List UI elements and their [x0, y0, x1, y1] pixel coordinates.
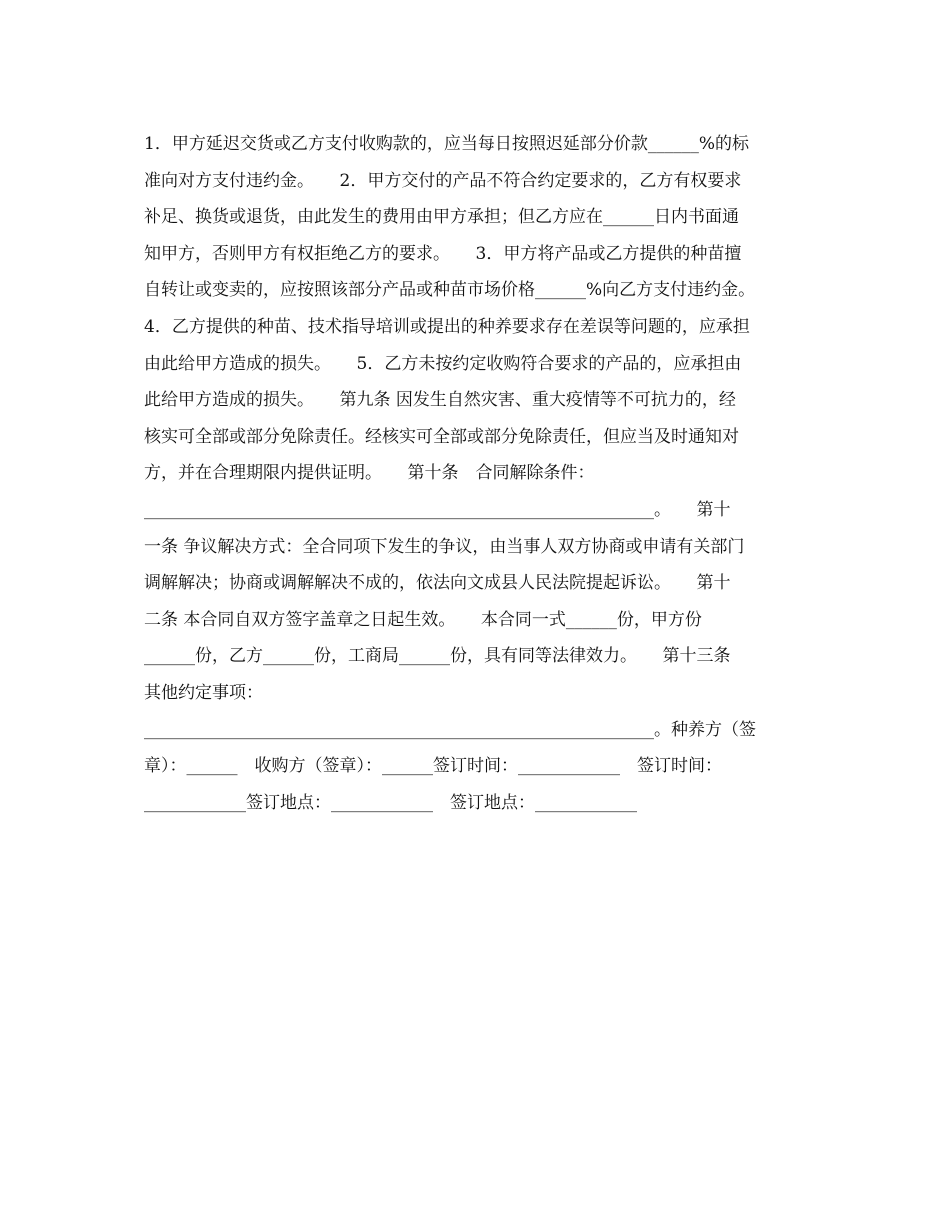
text-line-19: ____________签订地点：____________ 签订地点：____________: [144, 792, 637, 813]
text-line-9: 核实可全部或部分免除责任。经核实可全部或部分免除责任，但应当及时通知对: [144, 426, 739, 447]
text-line-10: 方，并在合理期限内提供证明。 第十条 合同解除条件：: [144, 463, 595, 484]
text-line-2: 准向对方支付违约金。 2．甲方交付的产品不符合约定要求的，乙方有权要求: [144, 170, 742, 191]
text-line-3: 补足、换货或退货，由此发生的费用由甲方承担；但乙方应在______日内书面通: [144, 207, 739, 228]
text-line-1: 1．甲方延迟交货或乙方支付收购款的，应当每日按照迟延部分价款______%的标: [144, 134, 749, 154]
contract-body: [144, 126, 804, 821]
text-line-6: 4．乙方提供的种苗、技术指导培训或提出的种养要求存在差误等问题的，应承担: [144, 316, 750, 337]
text-line-11: ____________________________________________________________。 第十: [144, 499, 731, 520]
text-line-14: 二条 本合同自双方签字盖章之日起生效。 本合同一式______份，甲方份: [144, 609, 702, 630]
text-line-13: 调解解决；协商或调解解决不成的，依法向文成县人民法院提起诉讼。 第十: [144, 573, 731, 594]
text-line-7: 由此给甲方造成的损失。 5．乙方未按约定收购符合要求的产品的，应承担由: [144, 353, 742, 374]
text-line-4: 知甲方，否则甲方有权拒绝乙方的要求。 3．甲方将产品或乙方提供的种苗擅: [144, 243, 742, 264]
text-line-17: ____________________________________________________________。种养方（签: [144, 719, 756, 740]
text-line-5: 自转让或变卖的，应按照该部分产品或种苗市场价格______%向乙方支付违约金。: [144, 280, 756, 301]
text-line-15: ______份，乙方______份，工商局______份，具有同等法律效力。 第十三条: [144, 646, 731, 667]
text-line-18: 章）：______ 收购方（签章）：______签订时间：____________ 签订时间：: [144, 756, 722, 777]
text-line-8: 此给甲方造成的损失。 第九条 因发生自然灾害、重大疫情等不可抗力的，经: [144, 390, 736, 411]
text-line-16: 其他约定事项：: [144, 682, 263, 703]
text-line-12: 一条 争议解决方式：全合同项下发生的争议，由当事人双方协商或申请有关部门: [144, 536, 745, 557]
